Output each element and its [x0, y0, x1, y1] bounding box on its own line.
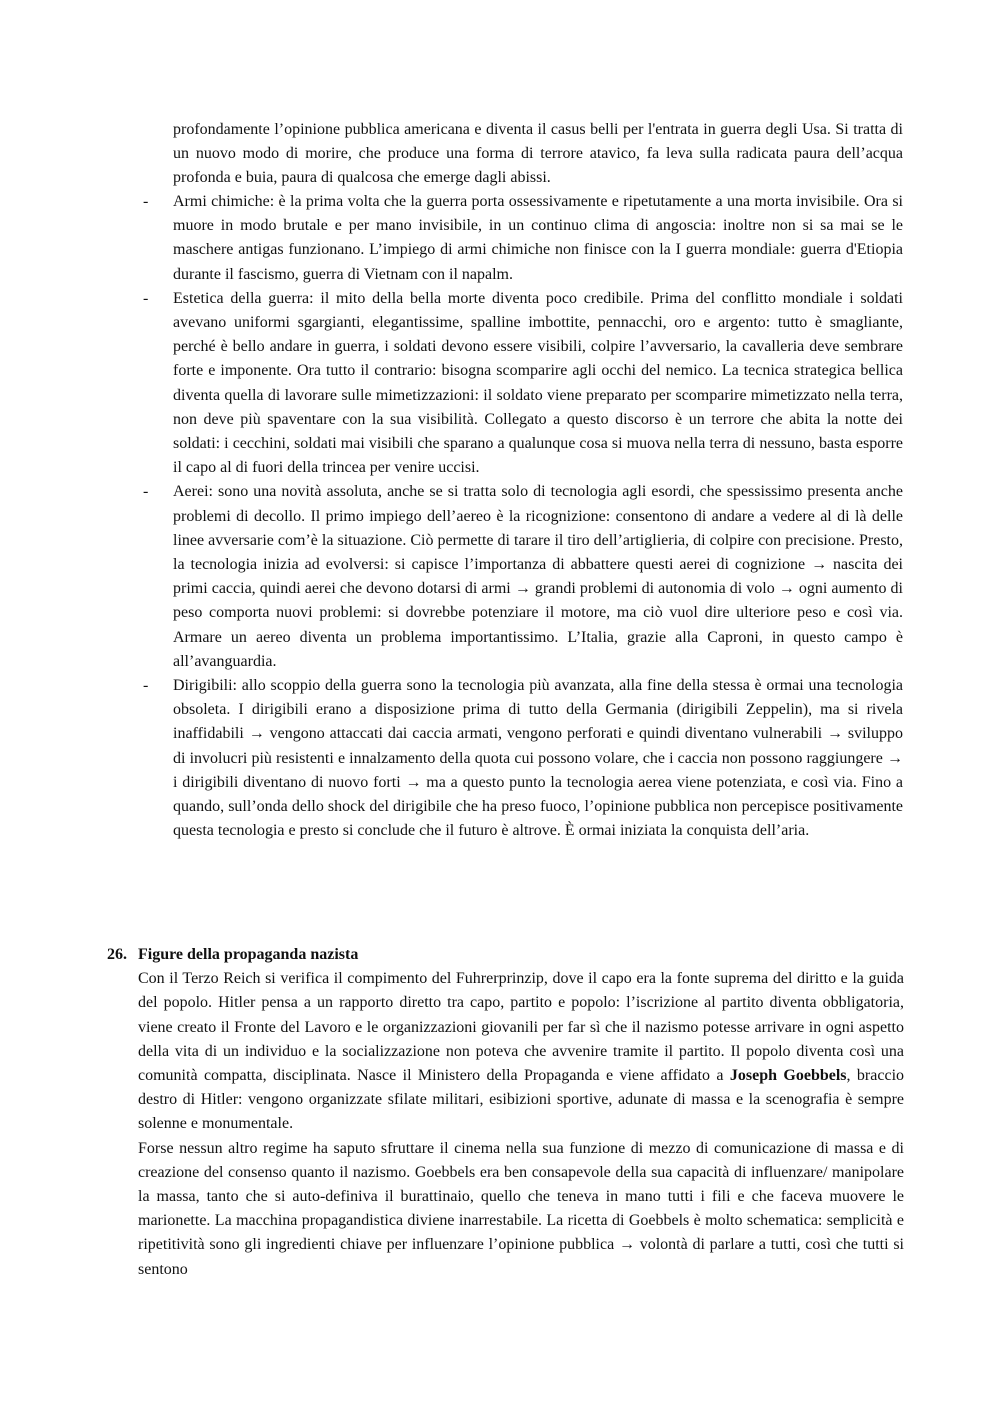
section-title: Figure della propaganda nazista — [138, 946, 359, 963]
continuation-paragraph: profondamente l’opinione pubblica americana e diventa il casus belli per l'entrata in guerra degli Usa. Si tratta di un nuovo modo di morire, che produce una forma di terrore atavico, fa leva sulla radicata paura dell’acqua profonda e buia, paura di qualcosa che emerge dagli abissi. — [173, 121, 903, 187]
paragraph — [138, 967, 904, 1136]
bullet-dash: - — [143, 483, 149, 501]
bold-name: Joseph Goebbels — [729, 1067, 847, 1085]
section-heading — [107, 943, 907, 967]
paragraph: Forse nessun altro regime ha saputo sfruttare il cinema nella sua funzione di mezzo di comunicazione di massa e di creazione del consenso quanto il nazismo. Goebbels era ben consapevole della sua capacità di influenzare/ manipolare la massa, tanto che si auto-definiva il burattinaio, quello che teneva in mano tutti i fili e che faceva muovere le marionette. La macchina propagandistica diviene inarrestabile. La ricetta di Goebbels è molto schematica: semplicità e ripetitività sono gli ingredienti chiave per influenzare l’opinione pubblica → volontà di parlare a tutti, così che tutti si sentono — [138, 1139, 904, 1278]
paragraph-text: , braccio destro di Hitler: vengono organizzate sfilate militari, esibizioni sportive, adunate di massa e la scenografia è sempre solenne e monumentale. — [138, 1067, 905, 1133]
list-item — [143, 480, 903, 674]
section-26 — [107, 943, 907, 1282]
section-number: 26. — [107, 946, 127, 963]
list-item — [143, 287, 903, 481]
bullet-text: Estetica della guerra: il mito della bella morte diventa poco credibile. Prima del conflitto mondiale i soldati avevano uniformi sgargianti, elegantissime, spalline imbottite, pennacchi, oro e argento: tutto è smagliante, perché è bello andare in guerra, i soldati devono essere visibili, colpire l’avversario, la cavalleria deve sembrare forte e imponente. Ora tutto il contrario: bisogna scomparire agli occhi del nemico. La tecnica strategica bellica diventa quella di lavorare sulle mimetizzazioni: il soldato viene preparato per scomparire mimetizzato nella terra, non deve più spaventare con la sua visibilità. Collegato a questo discorso è un terrore che abita la notte dei soldati: i cecchini, soldati mai visibili che sparano a qualunque cosa si muova nella terra di nessuno, basta esporre il capo al di fuori della trincea per venire uccisi. — [173, 289, 903, 477]
bullet-text: Aerei: sono una novità assoluta, anche se si tratta solo di tecnologia agli esordi, che spessissimo presenta anche problemi di decollo. Il primo impiego dell’aereo è la ricognizione: consentono di andare a vedere al di là delle linee avversarie com’è la situazione. Ciò permette di tarare il tiro dell’artiglieria, di colpire con precisione. Presto, la tecnologia inizia ad evolversi: si capisce l’importanza di abbattere questi aerei di cognizione → nascita dei primi caccia, quindi aerei che devono dotarsi di armi → grandi problemi di autonomia di volo → ogni aumento di peso comporta nuovi problemi: si dovrebbe potenziare il motore, ma ciò vuol dire ulteriore peso e così via. Armare un aereo diventa un problema importantissimo. L’Italia, grazie alla Caproni, in questo campo è all’avanguardia. — [173, 483, 903, 670]
bullet-dash: - — [143, 193, 149, 210]
bullet-list — [0, 190, 1000, 843]
bullet-dash: - — [143, 289, 149, 307]
section-body — [138, 967, 904, 1282]
bullet-text: Armi chimiche: è la prima volta che la guerra porta ossessivamente e ripetutamente a una morta invisibile. Ora si muore in modo brutale e per mano invisibile, in un continuo clima di angoscia: inoltre non si sa mai se le maschere antigas funzionano. L’impiego di armi chimiche non finisce con la I guerra mondiale: guerra d'Etiopia durante il fascismo, guerra di Vietnam con il napalm. — [173, 193, 903, 283]
bullet-dash: - — [143, 677, 149, 695]
bullet-text: Dirigibili: allo scoppio della guerra sono la tecnologia più avanzata, alla fine della stessa è ormai una tecnologia obsoleta. I dirigibili erano a disposizione prima di tutto della Germania (dirigibili Zeppelin), ma si rivela inaffidabili → vengono attaccati dai caccia armati, vengono perforati e quindi diventano vulnerabili → sviluppo di involucri più resistenti e innalzamento della quota cui possono volare, che i caccia non possono raggiungere → i dirigibili diventano di nuovo forti → ma a questo punto la tecnologia aerea viene potenziata, e così via. Fino a quando, sull’onda dello shock del dirigibile che ha preso fuoco, l’opinione pubblica non percepisce positivamente questa tecnologia e presto si conclude che il futuro è altrove. È ormai iniziata la conquista dell’aria. — [173, 677, 903, 840]
list-item — [143, 674, 903, 843]
paragraph-text: Con il Terzo Reich si verifica il compimento del Fuhrerprinzip, dove il capo era la fonte suprema del diritto e la guida del popolo. Hitler pensa a un rapporto diretto tra capo, partito e popolo: l’iscrizione al partito diventa obbligatoria, viene creato il Fronte del Lavoro e le organizzazioni giovanili per far sì che il nazismo potesse arrivare in ogni aspetto della vita di un individuo e la socializzazione non poteva che avvenire tramite il partito. Il popolo diventa così una comunità compatta, disciplinata. Nasce il Ministero della Propaganda e viene affidato a — [138, 970, 904, 1085]
list-item — [143, 190, 903, 287]
